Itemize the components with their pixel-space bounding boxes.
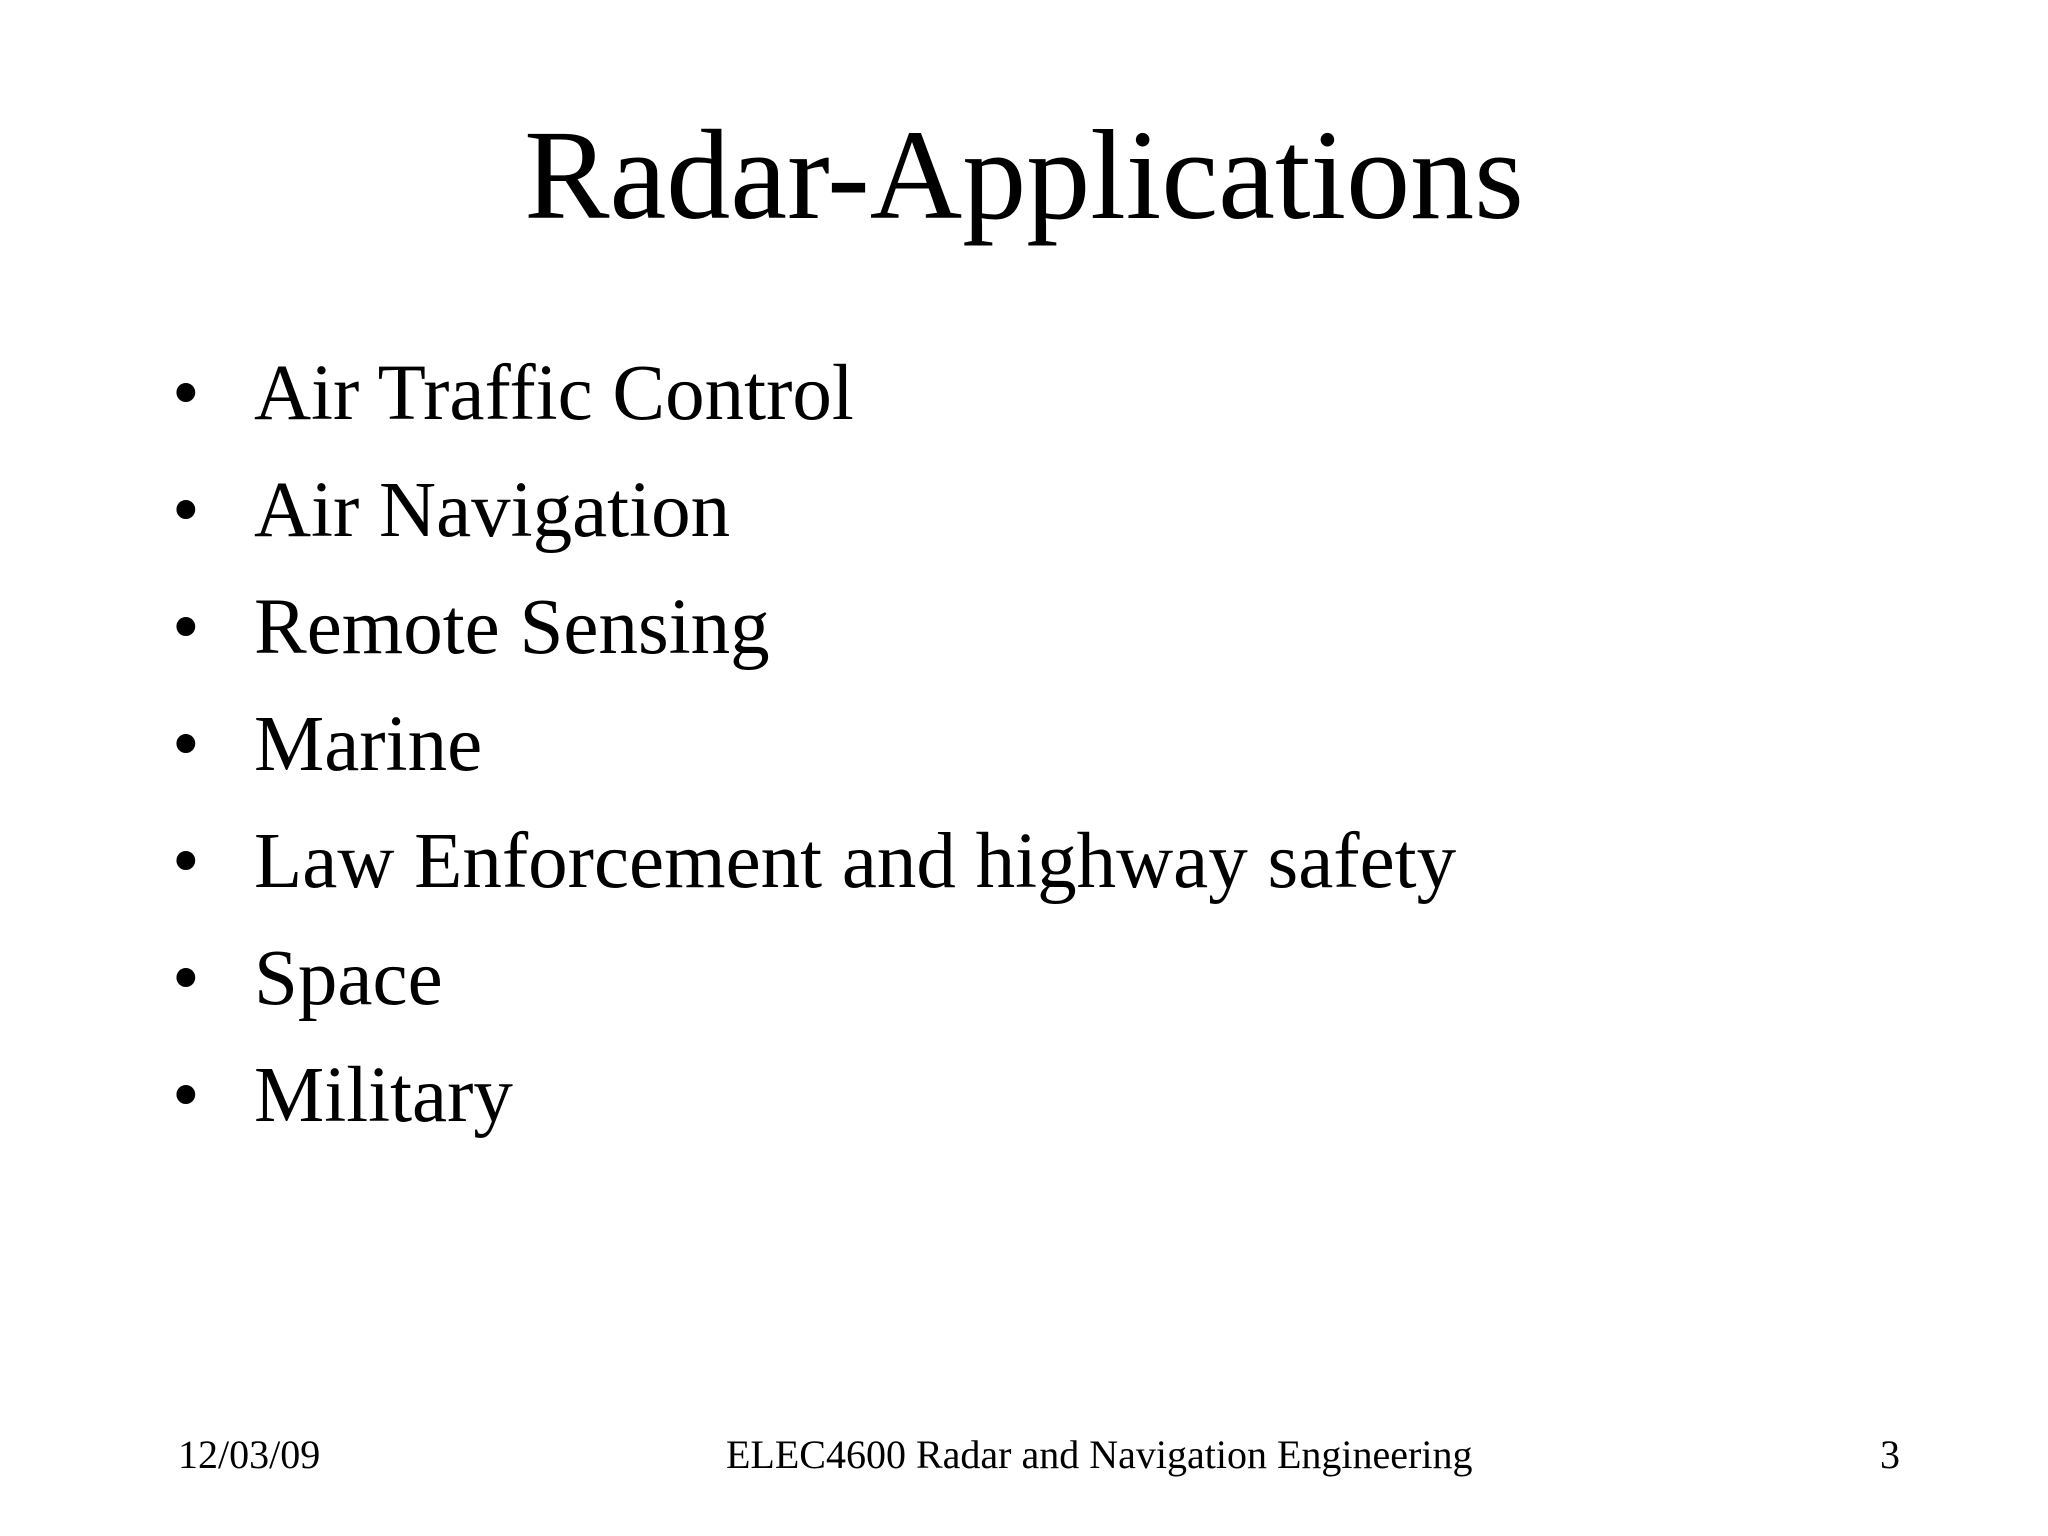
bullet-text: Space xyxy=(254,935,443,1022)
bullet-text: Air Traffic Control xyxy=(254,350,854,437)
bullet-icon: • xyxy=(172,350,200,437)
bullet-text: Air Navigation xyxy=(254,467,731,554)
slide-title: Radar-Applications xyxy=(524,104,1524,246)
bullet-icon: • xyxy=(172,467,200,554)
bullet-text: Marine xyxy=(254,701,483,788)
bullet-text: Law Enforcement and highway safety xyxy=(254,818,1457,905)
bullet-icon: • xyxy=(172,1052,200,1139)
bullet-text: Remote Sensing xyxy=(254,584,770,671)
bullet-icon: • xyxy=(172,818,200,905)
footer-date: 12/03/09 xyxy=(178,1432,321,1477)
bullet-icon: • xyxy=(172,584,200,671)
footer-course-title: ELEC4600 Radar and Navigation Engineering xyxy=(726,1432,1473,1477)
bullet-icon: • xyxy=(172,701,200,788)
bullet-text: Military xyxy=(254,1052,513,1139)
bullet-icon: • xyxy=(172,935,200,1022)
footer-page-number: 3 xyxy=(1880,1432,1900,1477)
